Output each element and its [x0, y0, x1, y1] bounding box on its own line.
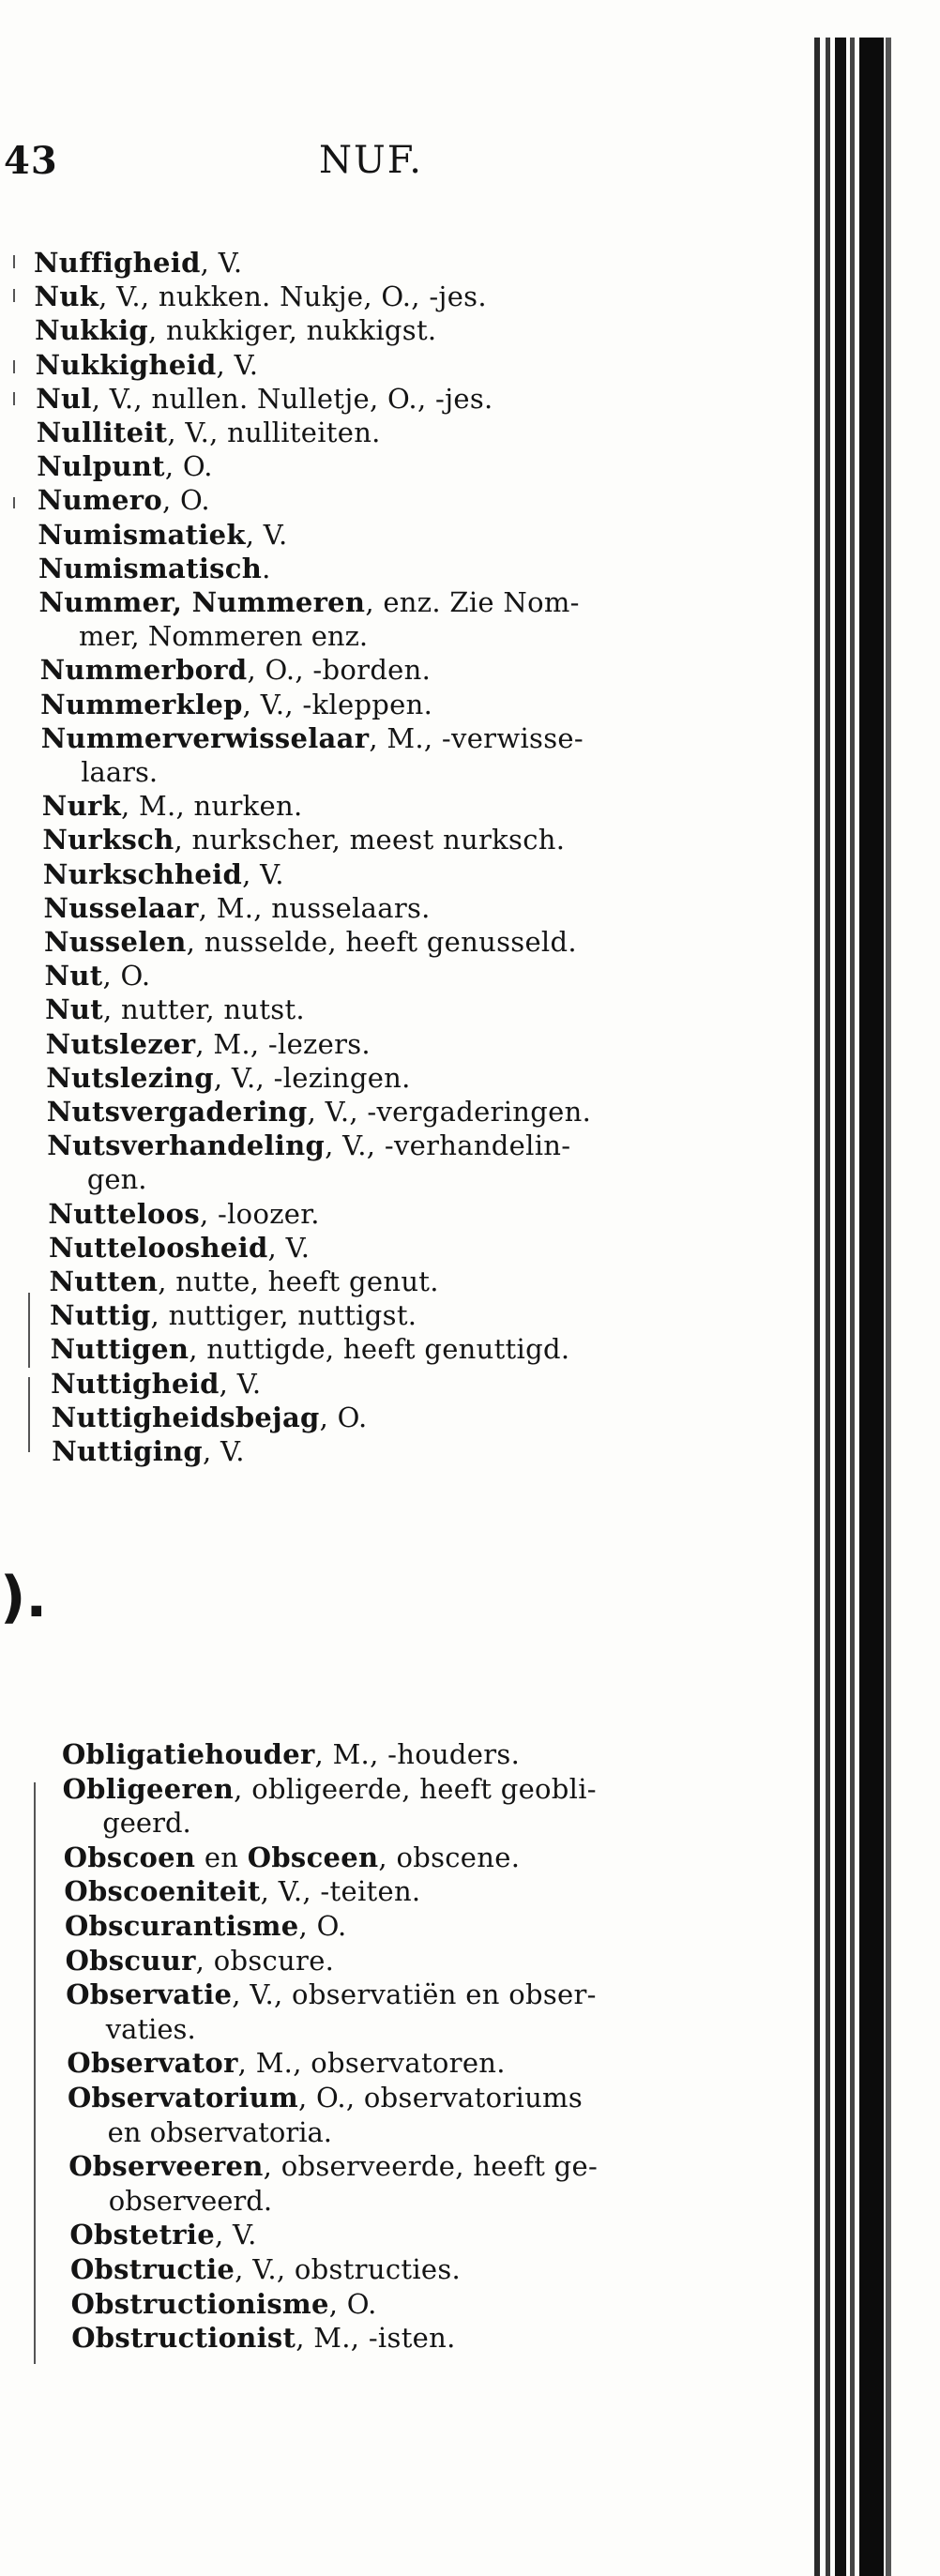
dictionary-entry [64, 1874, 420, 1908]
dictionary-entry [70, 2252, 461, 2286]
entry-continuation: observeerd. [108, 2184, 273, 2217]
entry-headword: Obstructionist [71, 2322, 296, 2355]
entry-text: , V., -verhandelin- [325, 1129, 571, 1162]
entry-headword: Observeeren [68, 2150, 264, 2183]
entry-headword: Observatie [66, 1978, 233, 2011]
dictionary-entry [36, 382, 493, 416]
dictionary-entry [68, 2149, 598, 2183]
margin-rule [13, 360, 15, 373]
entry-text: en [195, 1841, 248, 1873]
entry-text: , nukkiger, nukkigst. [147, 314, 437, 347]
dictionary-entry [37, 449, 213, 483]
entry-headword: Nulpunt [37, 450, 165, 483]
entry-headword: Numero [37, 484, 162, 517]
entry-text: , nusselde, heeft genusseld. [186, 926, 577, 958]
entry-continuation: vaties. [105, 2012, 196, 2045]
entry-headword: Nutslezer [45, 1027, 196, 1060]
entry-continuation: gen. [86, 1163, 147, 1196]
entry-text: , V., -lezingen. [213, 1061, 411, 1094]
entry-headword: Nuttig [50, 1299, 151, 1332]
dictionary-entry [49, 1231, 310, 1265]
dictionary-entry [66, 1977, 597, 2011]
entry-headword: Nutten [49, 1265, 159, 1297]
dictionary-entry [51, 1367, 261, 1401]
entry-headword: Nurk [41, 790, 121, 823]
entry-text: , V., -kleppen. [242, 688, 433, 720]
entry-headword: Observator [67, 2047, 238, 2080]
page-header [0, 139, 488, 195]
dictionary-entry [65, 1909, 346, 1943]
entry-headword: Nut [44, 960, 103, 993]
entry-continuation: laars. [81, 756, 159, 788]
entry-text: , V., -vergaderingen. [307, 1096, 592, 1128]
entry-headword: Obscoen [63, 1841, 196, 1873]
dictionary-entry [52, 1401, 368, 1434]
dictionary-entry [44, 925, 577, 959]
dictionary-entry [50, 1265, 439, 1298]
entry-headword: Obscoeniteit [64, 1875, 261, 1908]
entry-headword: Obligeeren [62, 1772, 235, 1805]
dictionary-entry [47, 1129, 570, 1162]
entry-text: , V. [214, 2219, 257, 2251]
entry-headword: Obstructionisme [70, 2287, 329, 2320]
dictionary-entry [68, 2081, 583, 2114]
margin-rule [13, 255, 15, 268]
entry-text: , O. [298, 1910, 347, 1942]
entry-text: , V. [219, 1367, 262, 1400]
dictionary-entry [39, 585, 580, 619]
entry-headword: Obscurantisme [65, 1910, 299, 1942]
entry-headword: Nukkigheid [35, 348, 217, 381]
entry-text: , M., -verwisse- [369, 721, 584, 754]
entry-continuation: geerd. [102, 1807, 191, 1840]
entry-text: , obscene. [378, 1841, 521, 1873]
margin-rule [34, 1782, 36, 2364]
dictionary-entry [64, 1841, 520, 1874]
dictionary-entry [37, 416, 381, 449]
entry-headword: Nutsvergadering [46, 1096, 308, 1128]
entry-headword: Observatorium [68, 2082, 298, 2114]
entry-headword: Nuttigheid [51, 1367, 220, 1400]
dictionary-entry [48, 1197, 319, 1231]
entry-text: , O., observatoriums [297, 2082, 584, 2114]
entry-text: , O. [102, 960, 151, 993]
entry-headword: Nuttigheidsbejag [51, 1401, 320, 1433]
entry-text: , M., observatoren. [237, 2047, 506, 2080]
entry-text: , M., -isten. [296, 2322, 456, 2355]
entry-text: , V. [203, 1435, 245, 1467]
dictionary-entry [52, 1434, 245, 1468]
margin-rule [13, 289, 15, 302]
dictionary-entry [67, 2046, 505, 2080]
entry-headword: Nummerklep [40, 688, 243, 720]
entry-text: , observeerde, heeft ge- [263, 2150, 599, 2183]
entry-headword: Nukkig [35, 314, 148, 347]
dictionary-entry [63, 1772, 597, 1806]
dictionary-entry [40, 688, 432, 721]
running-head: NUF. [319, 139, 423, 182]
entry-headword: Nusselen [44, 926, 187, 958]
entry-text: , -loozer. [199, 1197, 320, 1230]
dictionary-entry [71, 2321, 455, 2355]
dictionary-entry [47, 1095, 591, 1129]
entry-headword: Nurkschheid [42, 857, 243, 890]
entry-text: , O. [162, 484, 210, 517]
entry-text: , O. [319, 1401, 368, 1433]
entry-text: , V. [216, 348, 259, 381]
dictionary-entry [42, 823, 565, 856]
entry-headword: Nul [36, 382, 92, 415]
entry-text: , O., -borden. [247, 654, 432, 687]
entry-text: , V., obstructies. [235, 2253, 462, 2285]
dictionary-entry [40, 653, 432, 687]
entry-text: , V., nukken. Nukje, O., -jes. [99, 280, 487, 313]
dictionary-entry [43, 857, 284, 891]
entry-text: , nutter, nutst. [102, 993, 305, 1026]
entry-continuation: mer, Nommeren enz. [79, 620, 369, 653]
entry-headword: Obstructie [70, 2253, 235, 2285]
entry-headword: Nuttiging [52, 1435, 204, 1467]
dictionary-entry [35, 313, 436, 347]
entry-headword: Numismatisch [38, 552, 263, 584]
dictionary-entry [71, 2287, 377, 2321]
dictionary-entry [42, 789, 303, 823]
entry-text: , nutte, heeft genut. [158, 1265, 439, 1297]
dictionary-entry [51, 1332, 570, 1366]
entry-headword: Obligatiehouder [62, 1738, 315, 1770]
page-number: 43 [4, 139, 58, 183]
entry-text: , V. [242, 857, 284, 890]
dictionary-entry [43, 891, 430, 925]
dictionary-entry [38, 483, 210, 517]
entry-headword: Nut [45, 993, 103, 1026]
section-letter: ). [0, 1565, 48, 1630]
entry-text: , O. [164, 450, 213, 483]
entry-headword: Nummerbord [39, 654, 248, 687]
entry-headword: Obsceen [247, 1841, 379, 1873]
entry-text: , M., -lezers. [195, 1027, 371, 1060]
entry-continuation: en observatoria. [107, 2115, 333, 2148]
entry-text: , V., nullen. Nulletje, O., -jes. [91, 382, 493, 415]
entry-headword: Obstetrie [69, 2219, 215, 2251]
entry-text: , V. [245, 518, 288, 551]
dictionary-entry [38, 552, 271, 585]
dictionary-entry [41, 721, 584, 755]
entry-text: , M., -houders. [314, 1738, 521, 1770]
dictionary-entry [45, 993, 305, 1026]
dictionary-entry [46, 1027, 371, 1061]
entry-headword: Nuk [34, 280, 99, 313]
entry-text: , enz. Zie Nom- [365, 586, 580, 618]
margin-rule [13, 497, 15, 508]
entry-text: , M., nurken. [120, 790, 303, 823]
entry-headword: Nutslezing [46, 1061, 214, 1094]
entry-text: . [262, 552, 271, 584]
dictionary-entry [46, 1061, 411, 1095]
entry-text: , nuttigde, heeft genuttigd. [189, 1333, 570, 1366]
dictionary-entry [36, 348, 259, 382]
entry-headword: Nulliteit [36, 417, 168, 448]
entry-text: , obligeerde, heeft geobli- [234, 1772, 597, 1805]
entry-headword: Nummer, Nummeren [38, 586, 366, 618]
entry-text: , nurkscher, meest nurksch. [174, 824, 566, 856]
entry-text: , obscure. [195, 1944, 335, 1977]
entry-headword: Nutteloos [48, 1197, 200, 1230]
entry-headword: Nummerverwisselaar [40, 721, 370, 754]
entry-text: , M., nusselaars. [198, 891, 431, 924]
entry-text: , O. [328, 2287, 377, 2320]
entry-headword: Nuttigen [50, 1333, 190, 1366]
entry-text: , V., observatiën en obser- [232, 1978, 597, 2011]
dictionary-entry [62, 1737, 520, 1771]
entry-text: , V. [200, 247, 243, 279]
entry-headword: Nuffigheid [34, 247, 201, 279]
dictionary-entry [45, 959, 151, 993]
dictionary-entry [69, 2218, 256, 2251]
entry-text: , nuttiger, nuttigst. [150, 1299, 417, 1332]
dictionary-entry [50, 1298, 417, 1332]
entry-headword: Nutteloosheid [48, 1231, 268, 1264]
dictionary-entry [66, 1944, 335, 1977]
margin-rule [28, 1377, 30, 1452]
entry-headword: Nutsverhandeling [47, 1129, 326, 1162]
margin-rule [28, 1293, 30, 1368]
entry-headword: Numismatiek [38, 518, 246, 551]
dictionary-entry [34, 246, 242, 280]
entry-text: , V. [267, 1231, 311, 1264]
margin-rule [13, 392, 15, 405]
entry-headword: Nurksch [42, 824, 174, 856]
entry-text: , V., -teiten. [260, 1875, 421, 1908]
page-gutter-binding [814, 38, 891, 2576]
entry-text: , V., nulliteiten. [167, 417, 381, 448]
dictionary-entry [38, 518, 287, 552]
entry-headword: Nusselaar [43, 891, 199, 924]
dictionary-entry [35, 280, 487, 313]
entry-headword: Obscuur [65, 1944, 196, 1977]
